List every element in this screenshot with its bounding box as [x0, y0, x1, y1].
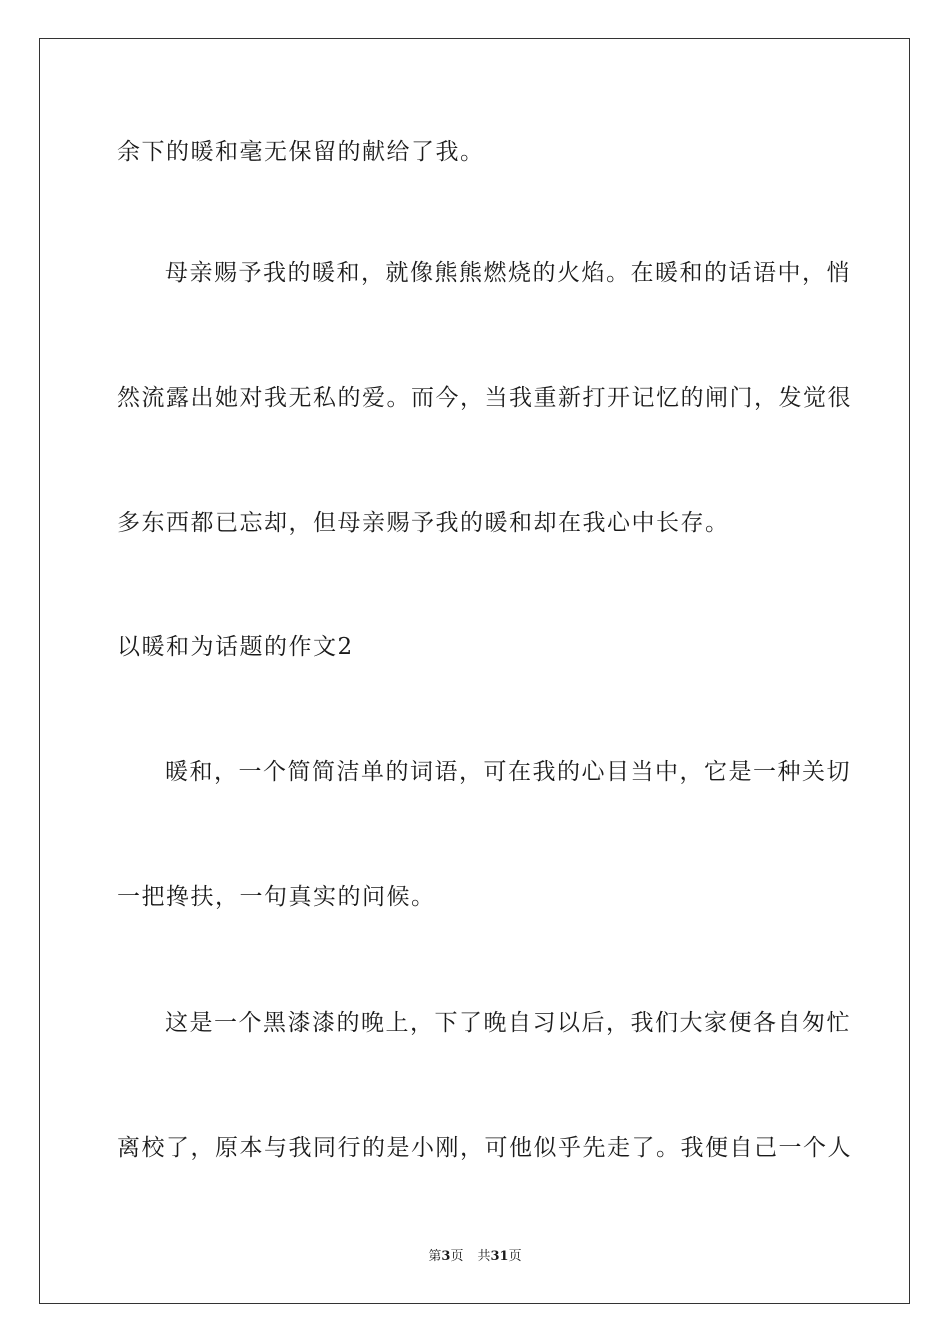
page-prefix: 第: [428, 1249, 442, 1264]
paragraph-line: 多东西都已忘却，但母亲赐予我的暖和却在我心中长存。: [117, 510, 730, 536]
page-suffix: 页: [450, 1249, 464, 1264]
total-prefix: 共: [477, 1249, 491, 1264]
paragraph-line: 余下的暖和毫无保留的献给了我。: [117, 139, 485, 165]
paragraph-line: 暖和，一个简简洁单的词语，可在我的心目当中，它是一种关切: [165, 759, 851, 785]
page-footer: [0, 1248, 950, 1266]
total-suffix: 页: [508, 1249, 522, 1264]
section-heading: 以暖和为话题的作文2: [117, 634, 354, 660]
paragraph-line: 母亲赐予我的暖和，就像熊熊燃烧的火焰。在暖和的话语中，悄: [165, 260, 851, 286]
current-page-number: 3: [441, 1249, 451, 1264]
paragraph-line: 离校了，原本与我同行的是小刚，可他似乎先走了。我便自己一个人: [117, 1135, 852, 1161]
page-border: [39, 38, 910, 1304]
paragraph-line: 一把搀扶，一句真实的问候。: [117, 884, 436, 910]
paragraph-line: 这是一个黑漆漆的晚上，下了晚自习以后，我们大家便各自匆忙: [165, 1010, 851, 1036]
total-page-number: 31: [490, 1249, 509, 1264]
paragraph-line: 然流露出她对我无私的爱。而今，当我重新打开记忆的闸门，发觉很: [117, 385, 852, 411]
